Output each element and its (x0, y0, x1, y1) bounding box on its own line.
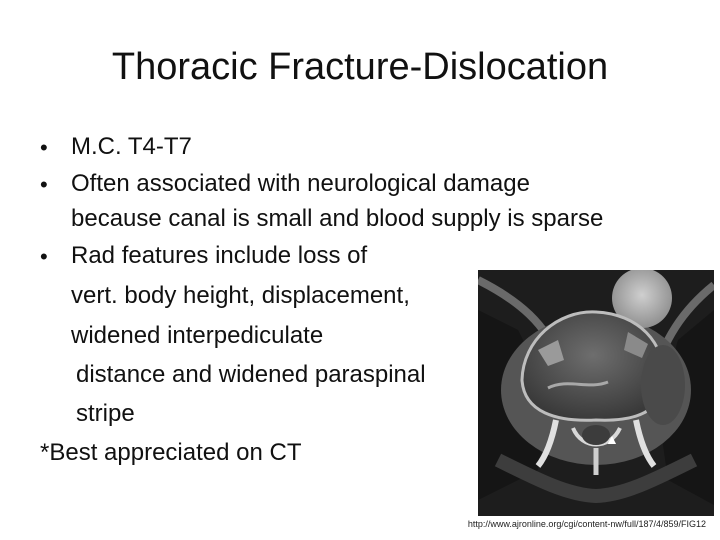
bullet-3-line-1: Rad features include loss of (71, 242, 368, 269)
bullet-marker: • (40, 172, 48, 197)
bullet-marker: • (40, 135, 48, 160)
bullet-2-line-1: Often associated with neurological damage (71, 170, 530, 197)
slide-title: Thoracic Fracture-Dislocation (111, 46, 609, 88)
arrowhead-marker: ▲ (605, 431, 619, 447)
bullet-3-line-5: stripe (76, 400, 135, 427)
bullet-3-line-4: distance and widened paraspinal (76, 361, 426, 388)
bullet-1-text: M.C. T4-T7 (71, 133, 192, 160)
bullet-marker: • (40, 244, 48, 269)
image-source-url[interactable]: http://www.ajronline.org/cgi/content-nw/full/187/4/859/FIG12 (467, 519, 706, 529)
ct-scan-image (478, 270, 714, 516)
bullet-3-line-2: vert. body height, displacement, (71, 282, 410, 309)
bullet-2-line-2: because canal is small and blood supply is sparse (71, 205, 604, 232)
note-text: *Best appreciated on CT (40, 439, 302, 466)
bullet-3-line-3: widened interpediculate (71, 322, 324, 349)
